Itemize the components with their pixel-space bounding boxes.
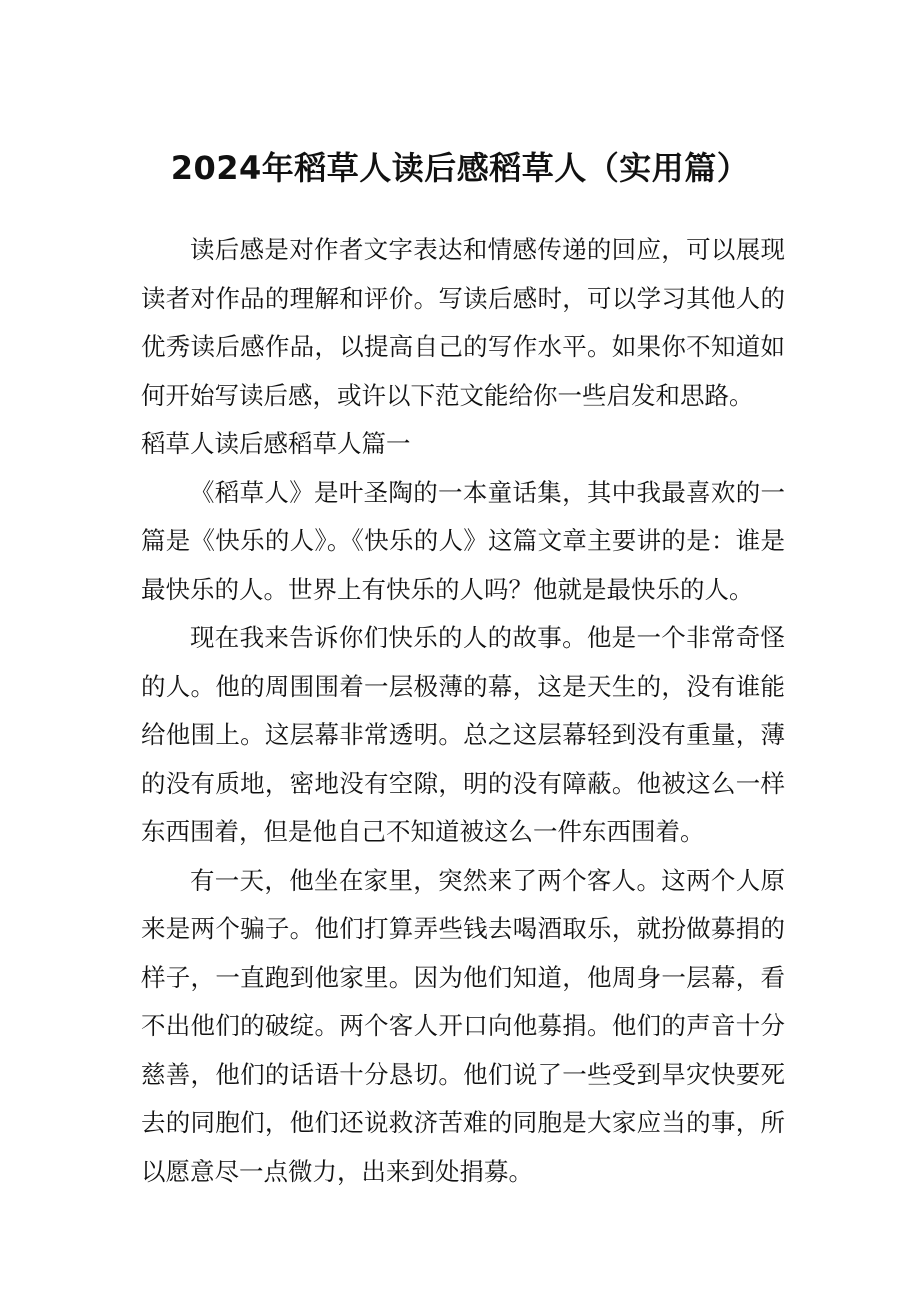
- body-paragraph: 现在我来告诉你们快乐的人的故事。他是一个非常奇怪的人。他的周围围着一层极薄的幕，这是天生的，没有谁能给他围上。这层幕非常透明。总之这层幕轻到没有重量，薄的没有质地，密地没有空隙，明的没有障蔽。他被这么一样东西围着，但是他自己不知道被这么一件东西围着。: [141, 623, 785, 846]
- intro-paragraph: 读后感是对作者文字表达和情感传递的回应，可以展现读者对作品的理解和评价。写读后感时，可以学习其他人的优秀读后感作品，以提高自己的写作水平。如果你不知道如何开始写读后感，或许以下范文能给你一些启发和思路。: [141, 235, 785, 410]
- document-body: [141, 226, 785, 1196]
- body-paragraph: 有一天，他坐在家里，突然来了两个客人。这两个人原来是两个骗子。他们打算弄些钱去喝酒取乐，就扮做募捐的样子，一直跑到他家里。因为他们知道，他周身一层幕，看不出他们的破绽。两个客人开口向他募捐。他们的声音十分慈善，他们的话语十分恳切。他们说了一些受到旱灾快要死去的同胞们，他们还说救济苦难的同胞是大家应当的事，所以愿意尽一点微力，出来到处捐募。: [141, 865, 785, 1186]
- document-title: 2024年稻草人读后感稻草人（实用篇）: [170, 149, 750, 187]
- section-heading: 稻草人读后感稻草人篇一: [141, 429, 411, 458]
- body-paragraph: 《稻草人》是叶圣陶的一本童话集，其中我最喜欢的一篇是《快乐的人》。《快乐的人》这篇文章主要讲的是：谁是最快乐的人。世界上有快乐的人吗？他就是最快乐的人。: [141, 477, 785, 604]
